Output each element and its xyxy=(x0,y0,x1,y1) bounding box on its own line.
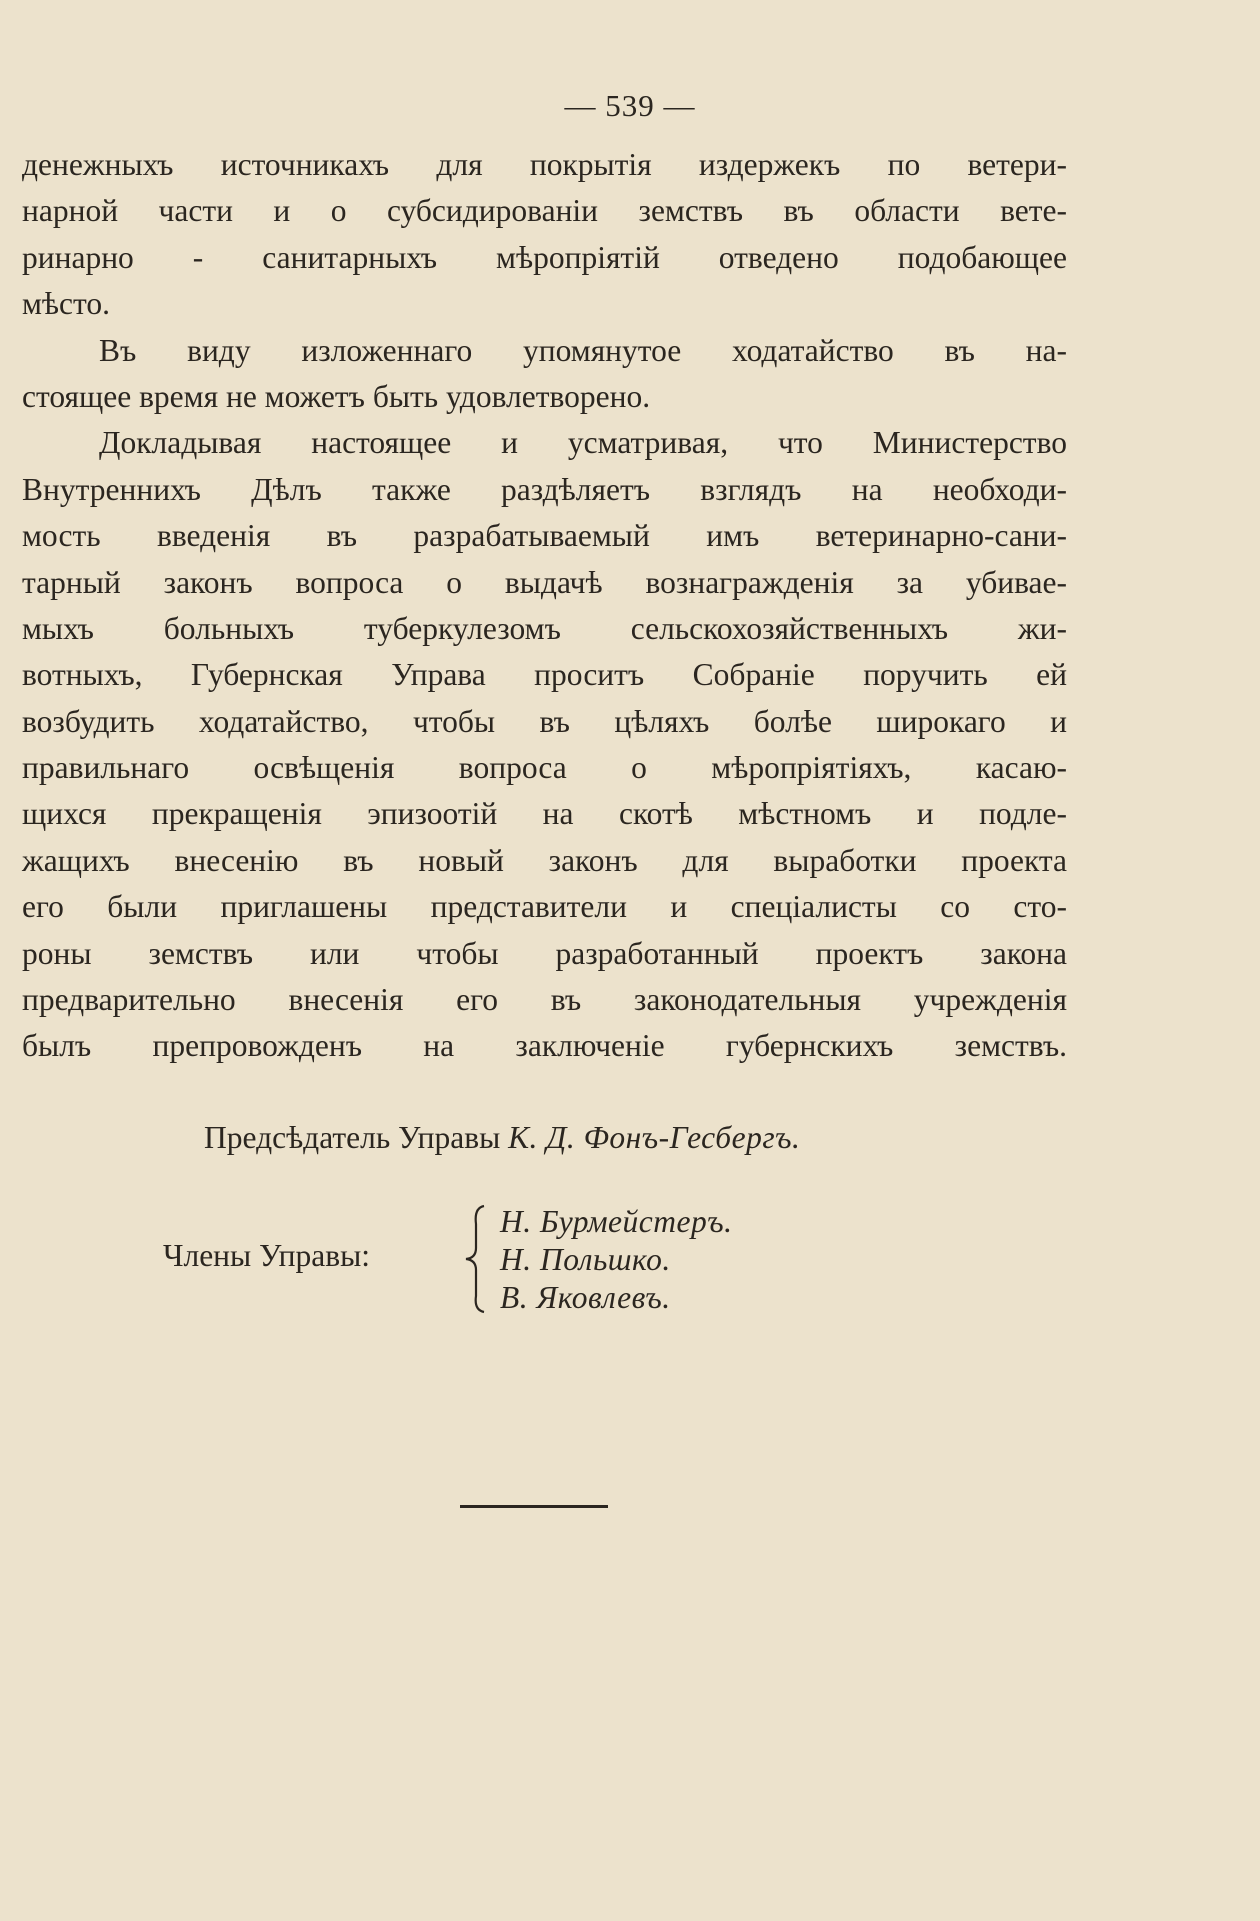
body-text xyxy=(22,142,1067,1070)
members-label: Члены Управы: xyxy=(163,1238,370,1273)
text-line: стоящее время не можетъ быть удовлетворено. xyxy=(22,378,651,414)
text-line: жащихъ внесенію въ новый законъ для выработки проекта xyxy=(22,842,1067,878)
page-number: — 539 — xyxy=(564,88,696,123)
member-name: В. Яковлевъ. xyxy=(500,1280,671,1315)
text-line: вотныхъ, Губернская Управа проситъ Собраніе поручить ей xyxy=(22,657,1067,693)
text-line: тарный законъ вопроса о выдачѣ вознагражденія за убивае- xyxy=(22,564,1067,600)
text-line: правильнаго освѣщенія вопроса о мѣропріятіяхъ, касаю- xyxy=(22,750,1067,786)
text-line: щихся прекращенія эпизоотій на скотѣ мѣстномъ и подле- xyxy=(22,796,1067,832)
text-line: мѣсто. xyxy=(22,286,110,322)
section-divider xyxy=(460,1505,608,1508)
curly-brace-icon xyxy=(460,1204,490,1314)
chairman-signature xyxy=(204,1120,800,1156)
chairman-title: Предсѣдатель Управы xyxy=(204,1120,501,1155)
text-line: Докладывая настоящее и усматривая, что Министерство xyxy=(99,425,1067,461)
text-line: роны земствъ или чтобы разработанный проектъ закона xyxy=(22,935,1067,971)
member-name: Н. Польшко. xyxy=(500,1242,671,1277)
chairman-name: К. Д. Фонъ-Гесбергъ. xyxy=(508,1120,801,1155)
text-line: его были приглашены представители и спеціалисты со сто- xyxy=(22,889,1067,925)
text-line: мыхъ больныхъ туберкулезомъ сельскохозяйственныхъ жи- xyxy=(22,610,1067,646)
text-line: былъ препровожденъ на заключеніе губернскихъ земствъ. xyxy=(22,1028,1067,1064)
text-line: Въ виду изложеннаго упомянутое ходатайство въ на- xyxy=(99,332,1067,368)
text-line: нарной части и о субсидированіи земствъ въ области вете- xyxy=(22,193,1067,229)
text-line: возбудить ходатайство, чтобы въ цѣляхъ болѣе широкаго и xyxy=(22,703,1067,739)
text-line: Внутреннихъ Дѣлъ также раздѣляетъ взглядъ на необходи- xyxy=(22,471,1067,507)
member-name: Н. Бурмейстеръ. xyxy=(500,1204,733,1239)
text-line: мость введенія въ разрабатываемый имъ ветеринарно-сани- xyxy=(22,518,1067,554)
text-line: ринарно - санитарныхъ мѣропріятій отведено подобающее xyxy=(22,239,1067,275)
text-line: денежныхъ источникахъ для покрытія издержекъ по ветери- xyxy=(22,147,1067,182)
text-line: предварительно внесенія его въ законодательныя учрежденія xyxy=(22,982,1067,1018)
